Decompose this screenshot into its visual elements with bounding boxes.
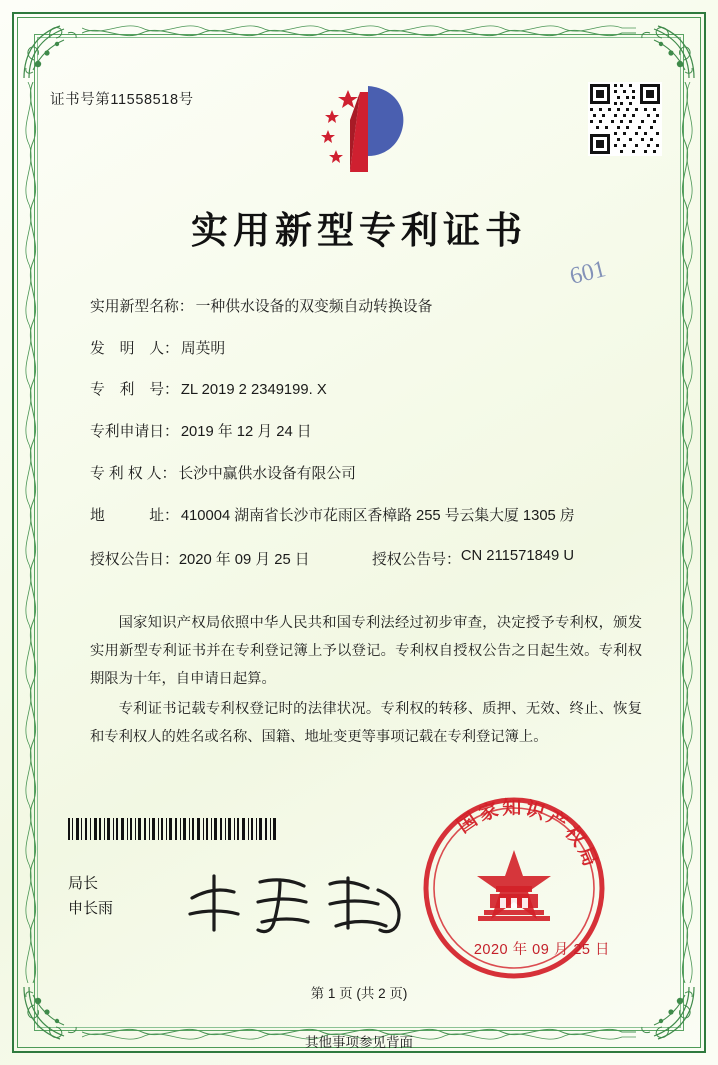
field-list (90, 298, 650, 591)
page-title: 实用新型专利证书 (191, 211, 527, 252)
cnipa-logo-icon (306, 80, 416, 178)
border-vine-pattern-icon (674, 82, 696, 983)
field-value: 长沙中赢供水设备有限公司 (178, 465, 356, 482)
field-colon: ： (446, 552, 461, 569)
field-colon: ： (161, 465, 177, 482)
field-label: 专 利 号 (90, 382, 164, 399)
field-colon: ： (164, 382, 179, 399)
paragraph-2: 专利证书记载专利权登记时的法律状况。专利权的转移、质押、无效、终止、恢复和专利权人的姓名或名称、国籍、地址变更等事项记载在专利登记簿上。 (90, 700, 642, 745)
field-utility-model-name (90, 298, 650, 317)
field-inventor (90, 340, 650, 359)
field-label: 地 址 (90, 507, 164, 524)
field-grant-number (372, 548, 650, 569)
field-colon: ： (164, 340, 179, 357)
barcode (68, 818, 280, 840)
svg-text:国家知识产权局: 国家知识产权局 (453, 797, 602, 873)
certificate-content (50, 50, 668, 1015)
field-colon: ： (178, 299, 194, 315)
signature-block (68, 872, 113, 922)
field-value: 410004 湖南省长沙市花雨区香樟路 255 号云集大厦 1305 房 (180, 507, 575, 524)
field-label: 授权公告号 (372, 552, 446, 569)
field-label: 授权公告日 (90, 552, 164, 569)
field-address (90, 507, 650, 526)
field-grant-date (90, 548, 372, 569)
field-label: 专 利 权 人 (90, 465, 162, 482)
field-colon: ： (164, 552, 179, 569)
page-indicator: 第 1 页 (共 2 页) (310, 986, 408, 1001)
field-value: 2019 年 12 月 24 日 (180, 424, 312, 441)
legal-text (90, 610, 642, 753)
field-value: CN 211571849 U (460, 548, 575, 565)
field-value: 周英明 (180, 340, 226, 357)
certificate-number: 证书号第11558518号 (50, 92, 194, 108)
director-name-label: 申长雨 (68, 899, 114, 917)
footer-note: 其他事项参见背面 (305, 1035, 413, 1050)
border-vine-pattern-icon (82, 22, 636, 44)
handwritten-annotation: 601 (567, 256, 609, 290)
handwritten-signature (180, 868, 420, 940)
field-label: 专利申请日 (90, 424, 164, 441)
paragraph-1: 国家知识产权局依照中华人民共和国专利法经过初步审查，决定授予专利权，颁发实用新型专利证书并在专利登记簿上予以登记。专利权自授权公告之日起生效。专利权期限为十年，自申请日起算。 (90, 615, 642, 687)
qr-code (588, 82, 662, 156)
field-colon: ： (164, 424, 179, 441)
field-label: 发 明 人 (90, 340, 164, 357)
field-application-date (90, 423, 650, 442)
field-value: 一种供水设备的双变频自动转换设备 (195, 299, 433, 315)
director-title-label: 局长 (68, 875, 99, 892)
field-value: ZL 2019 2 2349199. X (180, 382, 327, 399)
field-label: 实用新型名称 (90, 299, 179, 315)
field-patentee (90, 465, 650, 484)
seal-date: 2020 年 09 月 25 日 (473, 942, 610, 958)
field-grant-row (90, 548, 650, 569)
field-value: 2020 年 09 月 25 日 (178, 552, 310, 569)
field-colon: ： (164, 507, 179, 524)
border-vine-pattern-icon (22, 82, 44, 983)
field-patent-number (90, 381, 650, 400)
